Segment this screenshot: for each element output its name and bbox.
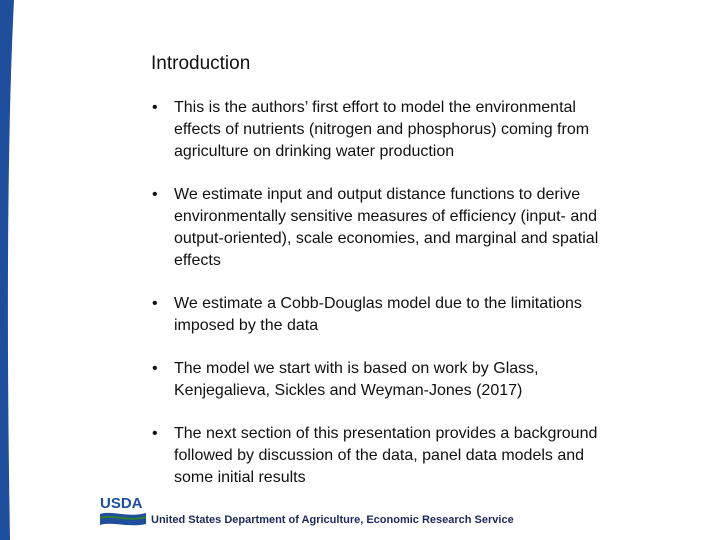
usda-logo: [99, 494, 147, 528]
bullet-marker: •: [152, 186, 158, 203]
bullet-text: We estimate input and output distance functions to derive environmentally sensitive measures of efficiency (input- and output-oriented), scale economies, and marginal and spatial effects: [174, 186, 599, 269]
bullet-marker: •: [152, 425, 158, 442]
footer-agency-text: United States Department of Agriculture, Economic Research Service: [151, 514, 514, 526]
bullet-item: [152, 184, 607, 272]
bullet-text: We estimate a Cobb-Douglas model due to the limitations imposed by the data: [174, 295, 582, 334]
footer: [99, 494, 514, 534]
usda-logo-text: USDA: [100, 495, 143, 512]
bullet-item: [152, 423, 607, 489]
bullet-item: [152, 97, 607, 163]
bullet-list: [152, 97, 607, 510]
bullet-item: [152, 358, 607, 402]
bullet-text: This is the authors’ first effort to model the environmental effects of nutrients (nitrogen and phosphorus) coming from agriculture on drinking water production: [174, 99, 590, 160]
left-decorative-band: [0, 0, 20, 540]
bullet-text: The next section of this presentation provides a background followed by discussion of the data, panel data models and some initial results: [174, 425, 598, 486]
bullet-item: [152, 293, 607, 337]
bullet-text: The model we start with is based on work by Glass, Kenjegalieva, Sickles and Weyman-Jones (2017): [174, 360, 539, 399]
bullet-marker: •: [152, 295, 158, 312]
bullet-marker: •: [152, 99, 158, 116]
bullet-marker: •: [152, 360, 158, 377]
slide-title: Introduction: [151, 53, 251, 74]
